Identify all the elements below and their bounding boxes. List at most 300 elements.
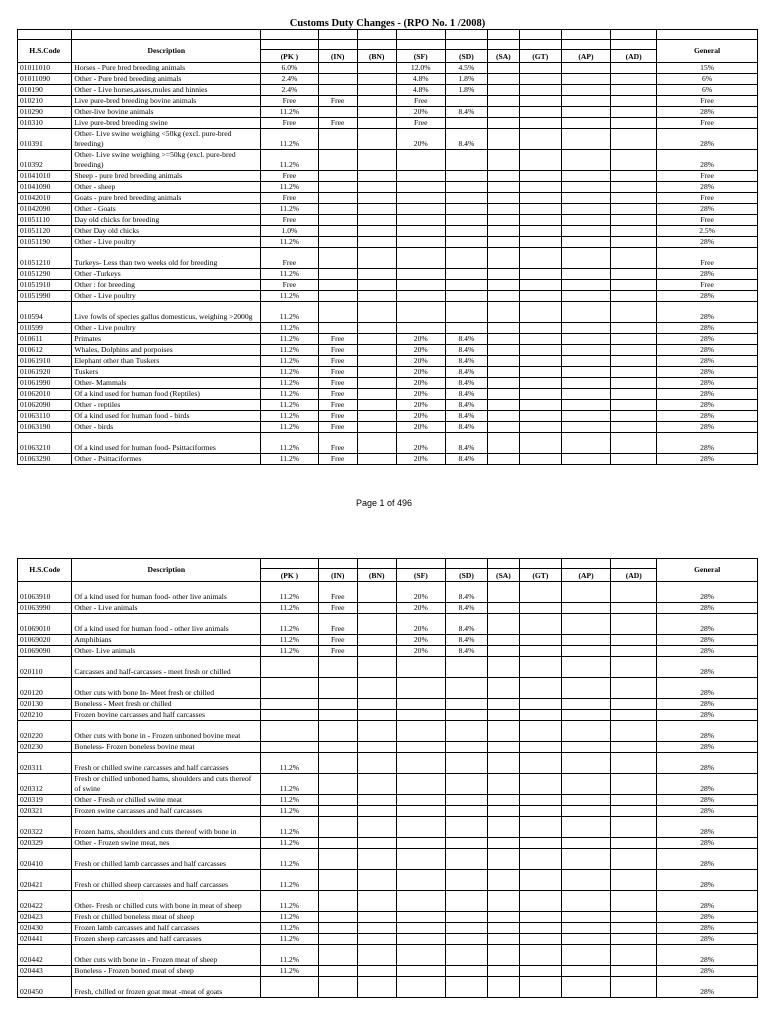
rate-cell: Free <box>396 96 445 107</box>
rate-cell: 20% <box>396 433 445 454</box>
general-rate-cell: Free <box>657 280 758 291</box>
table-row <box>18 237 758 248</box>
table-row <box>18 129 758 150</box>
rate-cell: 20% <box>396 400 445 411</box>
rate-cell <box>396 150 445 171</box>
rate-cell <box>357 646 396 657</box>
hscode-cell: 020110 <box>18 657 72 678</box>
description-cell: Other - Pure bred breeding animals <box>72 74 261 85</box>
rate-cell <box>445 742 487 753</box>
rate-cell <box>519 774 561 795</box>
rate-cell <box>561 171 610 182</box>
rate-cell <box>487 367 519 378</box>
hscode-cell: 020322 <box>18 817 72 838</box>
rate-cell <box>318 193 357 204</box>
rate-cell <box>357 302 396 323</box>
rate-cell: 8.4% <box>445 433 487 454</box>
rate-cell <box>445 710 487 721</box>
rate-cell <box>318 63 357 74</box>
rate-column-header: (SD) <box>445 569 487 582</box>
rate-cell <box>318 753 357 774</box>
header-blank-cell <box>318 40 357 50</box>
general-rate-cell: 28% <box>657 945 758 966</box>
rate-column-header: (SF) <box>396 569 445 582</box>
rate-cell <box>445 678 487 699</box>
general-rate-cell: 28% <box>657 182 758 193</box>
rate-cell <box>357 63 396 74</box>
rate-cell <box>519 966 561 977</box>
rate-cell <box>561 977 610 998</box>
hscode-cell: 010612 <box>18 345 72 356</box>
rate-cell <box>261 699 318 710</box>
rate-cell <box>561 150 610 171</box>
general-rate-cell: 28% <box>657 422 758 433</box>
hscode-cell: 020442 <box>18 945 72 966</box>
rate-cell: 8.4% <box>445 646 487 657</box>
rate-cell <box>487 291 519 302</box>
rate-cell <box>396 291 445 302</box>
rate-cell <box>561 182 610 193</box>
rate-cell <box>445 806 487 817</box>
rate-column-header: (IN) <box>318 50 357 63</box>
rate-cell <box>357 657 396 678</box>
rate-cell <box>519 345 561 356</box>
rate-cell: 8.4% <box>445 454 487 465</box>
rate-cell <box>561 614 610 635</box>
rate-cell <box>519 870 561 891</box>
hscode-cell: 020423 <box>18 912 72 923</box>
rate-cell <box>318 923 357 934</box>
rate-cell <box>357 171 396 182</box>
hscode-cell: 01011010 <box>18 63 72 74</box>
rate-cell <box>519 389 561 400</box>
table-row <box>18 107 758 118</box>
rate-cell <box>357 817 396 838</box>
description-cell: Frozen hams, shoulders and cuts thereof with bone in <box>72 817 261 838</box>
rate-cell <box>488 870 520 891</box>
general-header: General <box>657 40 758 63</box>
rate-cell <box>357 870 396 891</box>
rate-cell: 11.2% <box>261 614 318 635</box>
rate-cell <box>357 614 396 635</box>
rate-cell <box>519 977 561 998</box>
rate-cell <box>611 323 657 334</box>
header-blank-cell <box>445 559 487 569</box>
rate-cell: Free <box>261 171 318 182</box>
rate-cell <box>561 378 610 389</box>
table-row <box>18 400 758 411</box>
general-rate-cell: 28% <box>657 400 758 411</box>
rate-cell <box>561 237 610 248</box>
rate-column-header: (SA) <box>488 569 520 582</box>
rate-cell: 8.4% <box>445 603 487 614</box>
table-row <box>18 977 758 998</box>
description-cell: Goats - pure bred breeding animals <box>72 193 261 204</box>
rate-cell <box>519 710 561 721</box>
rate-cell <box>445 118 487 129</box>
rate-cell <box>396 817 445 838</box>
rate-cell <box>357 774 396 795</box>
rate-cell: Free <box>261 118 318 129</box>
rate-cell <box>561 699 610 710</box>
blank-cell <box>561 30 610 40</box>
table-row <box>18 891 758 912</box>
rate-cell <box>396 699 445 710</box>
rate-cell: 11.2% <box>261 237 318 248</box>
general-rate-cell: 28% <box>657 806 758 817</box>
rate-cell <box>561 85 610 96</box>
rate-cell: 11.2% <box>261 817 318 838</box>
rate-cell <box>357 838 396 849</box>
rate-cell: 11.2% <box>261 923 318 934</box>
table-row <box>18 678 758 699</box>
rate-cell <box>487 182 519 193</box>
rate-cell <box>396 774 445 795</box>
rate-cell: 8.4% <box>445 345 487 356</box>
rate-cell <box>396 977 445 998</box>
rate-cell <box>445 912 487 923</box>
rate-cell <box>396 248 445 269</box>
description-cell: Other - Frozen swine meat, nes <box>72 838 261 849</box>
table-row <box>18 389 758 400</box>
description-cell: Other - Fresh or chilled swine meat <box>72 795 261 806</box>
description-cell: Other : for breeding <box>72 280 261 291</box>
table-row <box>18 215 758 226</box>
rate-cell <box>318 891 357 912</box>
general-rate-cell: 28% <box>657 237 758 248</box>
rate-cell <box>611 977 657 998</box>
rate-cell <box>318 323 357 334</box>
rate-cell <box>519 334 561 345</box>
table-row <box>18 774 758 795</box>
rate-cell <box>611 849 657 870</box>
rate-cell <box>611 614 657 635</box>
rate-cell: 8.4% <box>445 129 487 150</box>
rate-cell: 20% <box>396 603 445 614</box>
table-row <box>18 657 758 678</box>
rate-cell <box>357 291 396 302</box>
rate-cell <box>357 182 396 193</box>
rate-cell <box>445 945 487 966</box>
rate-cell: 11.2% <box>261 838 318 849</box>
rate-cell <box>318 721 357 742</box>
hscode-cell: 020421 <box>18 870 72 891</box>
rate-cell: 11.2% <box>261 400 318 411</box>
rate-cell <box>445 891 487 912</box>
rate-cell <box>561 806 610 817</box>
rate-cell <box>357 280 396 291</box>
rate-cell <box>396 678 445 699</box>
general-rate-cell: 28% <box>657 977 758 998</box>
rate-cell <box>611 96 657 107</box>
rate-cell <box>519 817 561 838</box>
general-rate-cell: 28% <box>657 323 758 334</box>
rate-cell: 20% <box>396 129 445 150</box>
rate-cell <box>488 838 520 849</box>
rate-cell <box>445 302 487 323</box>
header-blank-cell <box>396 40 445 50</box>
rate-cell <box>318 237 357 248</box>
rate-cell <box>318 280 357 291</box>
rate-cell <box>445 323 487 334</box>
rate-cell <box>487 129 519 150</box>
rate-cell: 20% <box>396 411 445 422</box>
table-row <box>18 635 758 646</box>
table-row <box>18 742 758 753</box>
description-cell: Other-live bovine animals <box>72 107 261 118</box>
hscode-cell: 01069020 <box>18 635 72 646</box>
rate-cell <box>445 182 487 193</box>
rate-cell: Free <box>261 248 318 269</box>
rate-cell <box>445 795 487 806</box>
general-rate-cell: Free <box>657 248 758 269</box>
rate-cell <box>487 204 519 215</box>
header-blank-cell <box>261 559 318 569</box>
rate-cell <box>519 280 561 291</box>
rate-cell: 11.2% <box>261 646 318 657</box>
rate-cell <box>611 678 657 699</box>
rate-cell: 11.2% <box>261 182 318 193</box>
hscode-cell: 01063190 <box>18 422 72 433</box>
rate-cell <box>488 795 520 806</box>
rate-cell <box>561 934 610 945</box>
table-row <box>18 614 758 635</box>
general-rate-cell: 2.5% <box>657 226 758 237</box>
rate-cell <box>488 582 520 603</box>
rate-cell: 11.2% <box>261 912 318 923</box>
page-number-label: Page 1 of 496 <box>355 498 413 508</box>
hscode-cell: 01063290 <box>18 454 72 465</box>
header-blank-cell <box>561 559 610 569</box>
blank-cell <box>72 30 261 40</box>
rate-cell <box>487 96 519 107</box>
rate-cell <box>357 806 396 817</box>
rate-cell <box>561 74 610 85</box>
header-blank-cell <box>357 559 396 569</box>
rate-cell <box>611 193 657 204</box>
rate-cell <box>445 193 487 204</box>
rate-cell <box>561 356 610 367</box>
description-cell: Boneless - Meet fresh or chilled <box>72 699 261 710</box>
rate-cell <box>561 367 610 378</box>
rate-cell <box>318 248 357 269</box>
general-rate-cell: 28% <box>657 742 758 753</box>
rate-cell: 20% <box>396 582 445 603</box>
rate-cell <box>396 204 445 215</box>
rate-cell <box>519 433 561 454</box>
rate-cell <box>488 891 520 912</box>
rate-cell <box>396 171 445 182</box>
rate-cell <box>519 923 561 934</box>
hscode-cell: 01063910 <box>18 582 72 603</box>
hscode-cell: 020130 <box>18 699 72 710</box>
rate-cell: 8.4% <box>445 356 487 367</box>
rate-cell: 1.8% <box>445 85 487 96</box>
table-row <box>18 248 758 269</box>
general-rate-cell: Free <box>657 215 758 226</box>
rate-cell <box>561 454 610 465</box>
rate-cell <box>487 118 519 129</box>
rate-cell <box>487 107 519 118</box>
rate-cell <box>611 753 657 774</box>
rate-cell <box>519 912 561 923</box>
general-rate-cell: 28% <box>657 912 758 923</box>
header-blank-cell <box>561 40 610 50</box>
description-cell: Fresh or chilled swine carcasses and half carcasses <box>72 753 261 774</box>
rate-cell <box>519 838 561 849</box>
rate-cell <box>396 182 445 193</box>
table-row <box>18 966 758 977</box>
rate-cell <box>357 795 396 806</box>
general-rate-cell: 28% <box>657 923 758 934</box>
rate-cell <box>357 215 396 226</box>
rate-cell <box>445 215 487 226</box>
rate-cell <box>519 806 561 817</box>
rate-cell <box>487 400 519 411</box>
table-row <box>18 582 758 603</box>
rate-cell: 20% <box>396 345 445 356</box>
rate-cell <box>561 323 610 334</box>
rate-cell <box>487 171 519 182</box>
rate-cell <box>611 291 657 302</box>
rate-cell <box>357 237 396 248</box>
rate-cell <box>519 400 561 411</box>
general-rate-cell: 28% <box>657 870 758 891</box>
table-row <box>18 411 758 422</box>
table-row <box>18 806 758 817</box>
rate-cell <box>318 215 357 226</box>
hscode-cell: 01051290 <box>18 269 72 280</box>
table-row <box>18 118 758 129</box>
rate-cell <box>396 280 445 291</box>
rate-cell <box>318 817 357 838</box>
rate-cell <box>488 710 520 721</box>
rate-cell: Free <box>318 614 357 635</box>
general-rate-cell: 28% <box>657 795 758 806</box>
rate-cell <box>318 171 357 182</box>
general-header: General <box>657 559 758 582</box>
rate-cell <box>357 411 396 422</box>
rate-cell <box>611 378 657 389</box>
rate-cell <box>318 838 357 849</box>
rate-cell <box>487 334 519 345</box>
hscode-cell: 020312 <box>18 774 72 795</box>
rate-cell: Free <box>318 411 357 422</box>
description-cell: Other - reptiles <box>72 400 261 411</box>
general-rate-cell: 28% <box>657 150 758 171</box>
rate-cell <box>519 582 561 603</box>
rate-cell <box>396 215 445 226</box>
rate-cell <box>357 150 396 171</box>
rate-cell: 6.0% <box>261 63 318 74</box>
rate-cell <box>611 63 657 74</box>
rate-cell <box>519 411 561 422</box>
rate-cell <box>445 204 487 215</box>
general-rate-cell: 28% <box>657 603 758 614</box>
rate-cell <box>519 269 561 280</box>
rate-cell: Free <box>318 603 357 614</box>
rate-cell <box>561 334 610 345</box>
hscode-cell: 020329 <box>18 838 72 849</box>
table-row <box>18 646 758 657</box>
rate-cell: 11.2% <box>261 433 318 454</box>
rate-cell <box>561 302 610 323</box>
rate-cell <box>487 85 519 96</box>
rate-column-header: (IN) <box>318 569 357 582</box>
rate-cell <box>396 226 445 237</box>
rate-cell <box>357 699 396 710</box>
rate-cell <box>611 774 657 795</box>
rate-cell <box>357 582 396 603</box>
rate-cell <box>261 678 318 699</box>
rate-cell: Free <box>318 96 357 107</box>
rate-cell: 4.8% <box>396 74 445 85</box>
rate-cell <box>519 182 561 193</box>
rate-cell <box>561 291 610 302</box>
rate-cell <box>611 945 657 966</box>
rate-cell <box>519 118 561 129</box>
hscode-cell: 01062090 <box>18 400 72 411</box>
rate-cell <box>561 891 610 912</box>
rate-cell <box>519 422 561 433</box>
general-rate-cell: 28% <box>657 129 758 150</box>
description-cell: Carcasses and half-carcasses - meet fresh or chilled <box>72 657 261 678</box>
rate-cell <box>318 699 357 710</box>
rate-cell <box>611 582 657 603</box>
description-cell: Other- Live swine weighing <50kg (excl. pure-bred breeding) <box>72 129 261 150</box>
rate-cell: 11.2% <box>261 603 318 614</box>
rate-cell <box>445 966 487 977</box>
rate-cell <box>357 323 396 334</box>
hscode-cell: 010290 <box>18 107 72 118</box>
rate-cell: 20% <box>396 646 445 657</box>
hscode-cell: 01042010 <box>18 193 72 204</box>
rate-cell <box>357 378 396 389</box>
rate-cell: Free <box>318 646 357 657</box>
rate-cell: 8.4% <box>445 582 487 603</box>
rate-cell <box>488 742 520 753</box>
table-row <box>18 753 758 774</box>
description-cell: Frozen lamb carcasses and half carcasses <box>72 923 261 934</box>
rate-cell <box>561 96 610 107</box>
rate-cell <box>445 774 487 795</box>
rate-cell <box>357 977 396 998</box>
header-blank-cell <box>611 559 657 569</box>
rate-cell <box>487 411 519 422</box>
hscode-cell: 01061910 <box>18 356 72 367</box>
rate-cell <box>611 150 657 171</box>
general-rate-cell: Free <box>657 96 758 107</box>
description-cell: Of a kind used for human food- other live animals <box>72 582 261 603</box>
rate-cell <box>519 85 561 96</box>
rate-cell <box>318 710 357 721</box>
rate-cell <box>487 215 519 226</box>
rate-cell <box>611 454 657 465</box>
general-rate-cell: 28% <box>657 367 758 378</box>
rate-cell <box>519 129 561 150</box>
rate-cell <box>318 182 357 193</box>
description-cell: Other - Live poultry <box>72 237 261 248</box>
rate-cell <box>561 966 610 977</box>
general-rate-cell: 28% <box>657 966 758 977</box>
hscode-cell: 01061920 <box>18 367 72 378</box>
hscode-cell: 020210 <box>18 710 72 721</box>
rate-cell <box>611 721 657 742</box>
rate-cell <box>611 912 657 923</box>
rate-cell <box>445 248 487 269</box>
general-rate-cell: 28% <box>657 817 758 838</box>
table-row <box>18 817 758 838</box>
